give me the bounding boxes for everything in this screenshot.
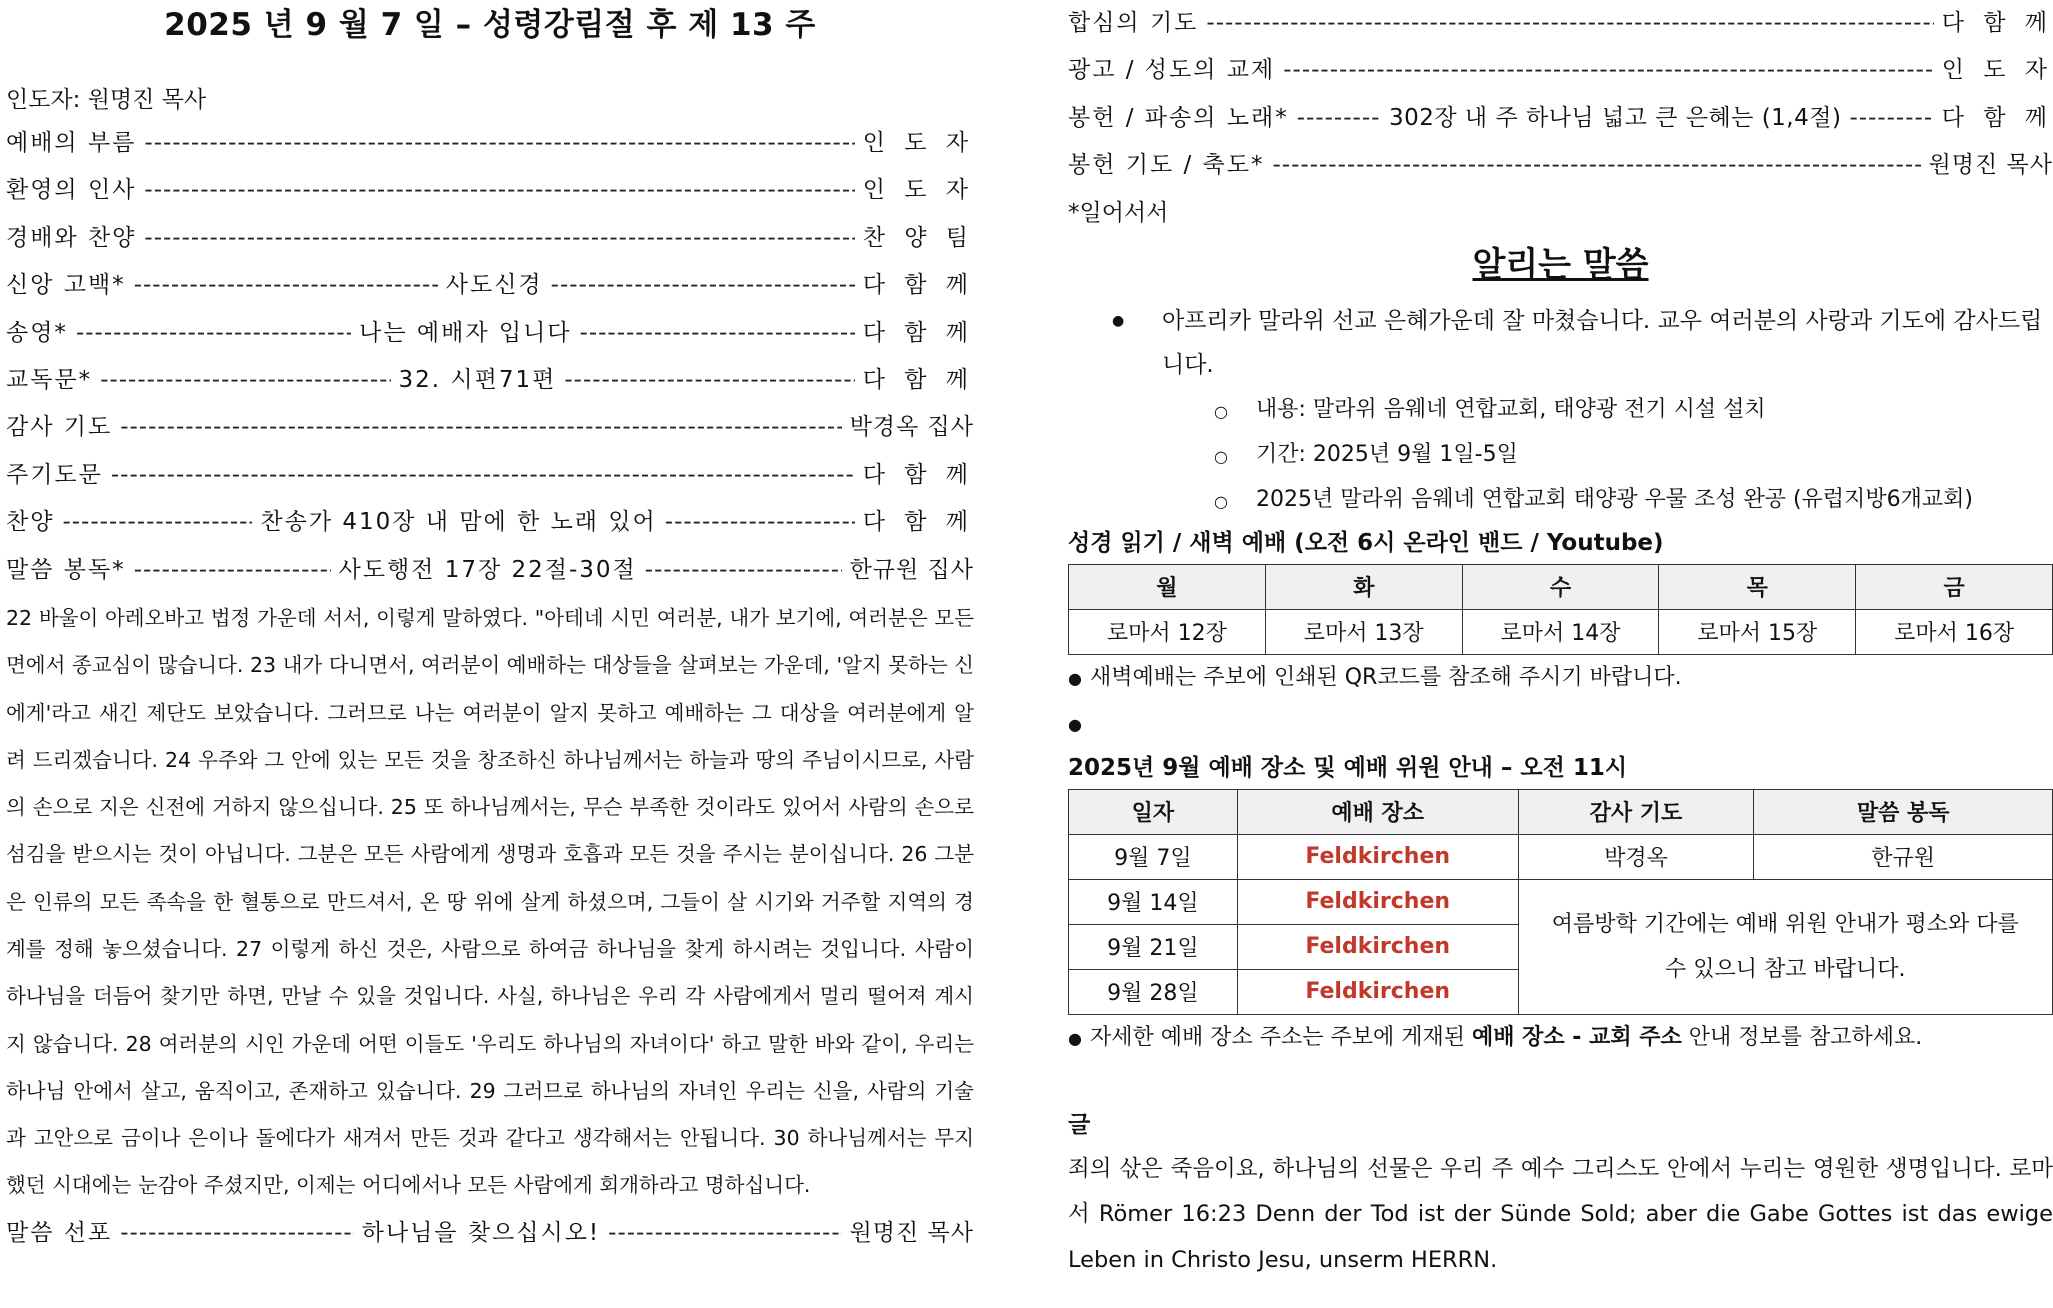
- table-header-cell: 수: [1462, 564, 1659, 609]
- leader-dots: [580, 310, 855, 357]
- schedule-heading: 2025년 9월 예배 장소 및 예배 위원 안내 – 오전 11시: [1068, 754, 1628, 781]
- order-row-sermon: [6, 1210, 974, 1257]
- schedule-date: 9월 14일: [1069, 879, 1238, 924]
- announcement-detail: ○ 내용: 말라위 음웨네 연합교회, 태양광 전기 시설 설치: [1068, 387, 2053, 432]
- schedule-place: Feldkirchen: [1237, 834, 1518, 879]
- announcement-details: [1068, 387, 2053, 522]
- order-person: 원명진 목사: [849, 1219, 974, 1246]
- table-cell: 로마서 12장: [1069, 609, 1266, 654]
- left-column: [6, 0, 974, 1257]
- schedule-date: 9월 21일: [1069, 924, 1238, 969]
- order-of-service: [6, 120, 974, 594]
- order-label: 경배와 찬양: [6, 224, 137, 251]
- schedule-reader: 한규원: [1754, 834, 2053, 879]
- order-person: 다 함 께: [1941, 10, 2053, 36]
- order-item: 사도행전 17장 22절-30절: [338, 556, 637, 583]
- address-note-post: 안내 정보를 참고하세요.: [1681, 1024, 1923, 1050]
- schedule-date: 9월 7일: [1069, 834, 1238, 879]
- sermon-title: 하나님을 찾으십시오!: [361, 1219, 601, 1246]
- leader-dots: [665, 499, 855, 546]
- bullet-icon: ●: [1068, 1028, 1082, 1048]
- order-person: 인 도 자: [862, 177, 974, 204]
- leader-dots: [134, 262, 438, 309]
- announcements-title: 알리는 말씀: [1472, 244, 1649, 285]
- leader-dots: [1283, 47, 1934, 94]
- order-row-welcome: [6, 167, 974, 214]
- order-row-hymn: [6, 499, 974, 546]
- schedule-place: Feldkirchen: [1237, 969, 1518, 1014]
- table-row: [1069, 609, 2053, 654]
- leader-dots: [551, 262, 855, 309]
- order-item: 302장 내 주 하나님 넓고 큰 은혜는 (1,4절): [1389, 104, 1842, 131]
- announcement-detail: ○ 기간: 2025년 9월 1일-5일: [1068, 432, 2053, 477]
- leader-dots: [144, 120, 854, 167]
- order-label: 교독문*: [6, 366, 93, 393]
- order-row-lords-prayer: [6, 452, 974, 499]
- announcement-main: ● 아프리카 말라위 선교 은혜가운데 잘 마쳤습니다. 교우 여러분의 사랑과 기도에 감사드립니다.: [1068, 299, 2053, 387]
- table-cell: 로마서 15장: [1659, 609, 1856, 654]
- order-label: 찬양: [6, 509, 55, 536]
- worship-leader: 인도자: 원명진 목사: [6, 87, 207, 113]
- order-row-praise: [6, 215, 974, 262]
- order-label: 봉헌 / 파송의 노래*: [1068, 104, 1289, 131]
- leader-dots: [564, 357, 854, 404]
- leader-dots: [144, 167, 854, 214]
- verse-text: 죄의 삯은 죽음이요, 하나님의 선물은 우리 주 예수 그리스도 안에서 누리는 영원한 생명입니다. 로마서 Römer 16:23 Denn der Tod ist der Sünde Sold; aber die Gabe Gottes ist das ewige Leben in Christo Jesu, unserm HERRN.: [1068, 1155, 2053, 1273]
- table-header-cell: 예배 장소: [1237, 789, 1518, 834]
- schedule-place: Feldkirchen: [1237, 924, 1518, 969]
- scripture-text: 22 바울이 아레오바고 법정 가운데 서서, 이렇게 말하였다. "아테네 시민 여러분, 내가 보기에, 여러분은 모든 면에서 종교심이 많습니다. 23 내가 다니면서, 여러분이 예배하는 대상들을 살펴보는 가운데, '알지 못하는 신에게'라고 새긴 제단도 보았습니다. 그러므로 나는 여러분이 알지 못하고 예배하는 그 대상을 여러분에게 알려 드리겠습니다. 24 우주와 그 안에 있는 모든 것을 창조하신 하나님께서는 하늘과 땅의 주님이시므로, 사람의 손으로 지은 신전에 거하지 않으십니다. 25 또 하나님께서는, 무슨 부족한 것이라도 있어서 사람의 손으로 섬김을 받으시는 것이 아닙니다. 그분은 모든 사람에게 생명과 호흡과 모든 것을 주시는 분이십니다. 26 그분은 인류의 모든 족속을 한 혈통으로 만드셔서, 온 땅 위에 살게 하셨으며, 그들이 살 시기와 거주할 지역의 경계를 정해 놓으셨습니다. 27 이렇게 하신 것은, 사람으로 하여금 하나님을 찾게 하시려는 것입니다. 사람이 하나님을 더듬어 찾기만 하면, 만날 수 있을 것입니다. 사실, 하나님은 우리 각 사람에게서 멀리 떨어져 계시지 않습니다. 28 여러분의 시인 가운데 어떤 이들도 '우리도 하나님의 자녀이다' 하고 말한 바와 같이, 우리는 하나님 안에서 살고, 움직이고, 존재하고 있습니다. 29 그러므로 하나님의 자녀인 우리는 신을, 사람의 기술과 고안으로 금이나 은이나 돌에다가 새겨서 만든 것과 같다고 생각해서는 안됩니다. 30 하나님께서는 무지했던 시대에는 눈감아 주셨지만, 이제는 어디에서나 모든 사람에게 회개하라고 명하십니다.: [6, 605, 974, 1198]
- bulletin-title: 2025 년 9 월 7 일 – 성령강림절 후 제 13 주: [164, 7, 816, 43]
- order-person: 다 함 께: [862, 319, 974, 346]
- reading-heading: 성경 읽기 / 새벽 예배 (오전 6시 온라인 밴드 / Youtube): [1068, 529, 1664, 556]
- table-header-row: [1069, 789, 2053, 834]
- order-label: 말씀 선포: [6, 1219, 113, 1246]
- table-header-cell: 금: [1856, 564, 2053, 609]
- leader-dots: [111, 452, 855, 499]
- order-row-reading: [6, 547, 974, 594]
- reading-note-text: 새벽예배는 주보에 인쇄된 QR코드를 참조해 주시기 바랍니다.: [1089, 664, 1682, 690]
- order-row-unison-prayer: [1068, 0, 2053, 47]
- table-header-cell: 목: [1659, 564, 1856, 609]
- leader-dots: [62, 499, 252, 546]
- leader-dots: [645, 547, 842, 594]
- order-label: 환영의 인사: [6, 177, 137, 204]
- order-person: 박경옥 집사: [849, 414, 974, 441]
- order-item: 나는 예배자 입니다: [359, 319, 572, 346]
- leader-dots: [1206, 0, 1933, 47]
- order-person: 다 함 께: [862, 509, 975, 536]
- leader-dots: [608, 1210, 841, 1257]
- schedule-merged-note: 여름방학 기간에는 예배 위원 안내가 평소와 다를 수 있으니 참고 바랍니다.: [1518, 879, 2052, 1014]
- stand-note: *일어서서: [1068, 199, 1169, 226]
- order-person: 다 함 께: [862, 461, 974, 488]
- right-column: [1068, 0, 2053, 1283]
- address-note-pre: 자세한 예배 장소 주소는 주보에 게재된: [1089, 1024, 1472, 1050]
- reading-note: [1068, 655, 2053, 701]
- leader-dots: [144, 215, 854, 262]
- order-item: 찬송가 410장 내 맘에 한 노래 있어: [260, 509, 657, 536]
- bullet-icon: ●: [1068, 714, 1082, 734]
- table-row: [1069, 879, 2053, 924]
- verse-heading: 글: [1068, 1111, 1091, 1138]
- leader-dots: [1297, 95, 1381, 142]
- order-person: 다 함 께: [1941, 104, 2053, 131]
- table-header-cell: 화: [1265, 564, 1462, 609]
- leader-dots: [1849, 95, 1933, 142]
- order-label: 봉헌 기도 / 축도*: [1068, 152, 1265, 179]
- schedule-place: Feldkirchen: [1237, 879, 1518, 924]
- schedule-prayer: 박경옥: [1518, 834, 1754, 879]
- order-row-benediction: [1068, 142, 2053, 189]
- order-row-offering-song: [1068, 95, 2053, 142]
- address-note: [1068, 1015, 2053, 1061]
- leader-dots: [76, 310, 351, 357]
- order-row-creed: [6, 262, 974, 309]
- order-row-announcements: [1068, 47, 2053, 94]
- order-person: 다 함 께: [862, 272, 974, 299]
- leader-dots: [1273, 142, 1921, 189]
- table-cell: 로마서 16장: [1856, 609, 2053, 654]
- table-header-row: [1069, 564, 2053, 609]
- order-row-responsive: [6, 357, 974, 404]
- order-row-thanks-prayer: [6, 404, 974, 451]
- table-cell: 로마서 13장: [1265, 609, 1462, 654]
- leader-dots: [120, 404, 841, 451]
- table-header-cell: 일자: [1069, 789, 1238, 834]
- order-person: 찬 양 팀: [862, 224, 974, 251]
- order-row-doxology: [6, 310, 974, 357]
- order-label: 신앙 고백*: [6, 272, 126, 299]
- table-cell: 로마서 14장: [1462, 609, 1659, 654]
- order-label: 광고 / 성도의 교제: [1068, 57, 1276, 84]
- announcement-detail: ○ 2025년 말라위 음웨네 연합교회 태양광 우물 조성 완공 (유럽지방6개교회): [1068, 477, 2053, 522]
- order-label: 송영*: [6, 319, 68, 346]
- table-header-cell: 월: [1069, 564, 1266, 609]
- table-header-cell: 감사 기도: [1518, 789, 1754, 834]
- order-label: 예배의 부름: [6, 130, 137, 156]
- leader-dots: [134, 547, 331, 594]
- reading-table: [1068, 564, 2053, 655]
- order-person: 원명진 목사: [1928, 152, 2053, 179]
- order-person: 인 도 자: [862, 130, 974, 156]
- schedule-date: 9월 28일: [1069, 969, 1238, 1014]
- order-item: 32. 시편71편: [398, 366, 557, 393]
- leader-dots: [100, 357, 390, 404]
- schedule-table: [1068, 789, 2053, 1015]
- order-person: 한규원 집사: [849, 556, 974, 583]
- order-person: 인 도 자: [1941, 57, 2053, 84]
- order-label: 주기도문: [6, 461, 103, 488]
- table-header-cell: 말씀 봉독: [1754, 789, 2053, 834]
- order-label: 말씀 봉독*: [6, 556, 126, 583]
- bullet-icon: ●: [1068, 668, 1082, 688]
- empty-bullet: [1068, 701, 2053, 747]
- leader-dots: [120, 1210, 353, 1257]
- order-label: 합심의 기도: [1068, 10, 1199, 36]
- order-row-call: [6, 120, 974, 167]
- order-item: 사도신경: [445, 272, 543, 299]
- table-row: [1069, 834, 2053, 879]
- address-note-bold: 예배 장소 - 교회 주소: [1471, 1024, 1682, 1050]
- order-person: 다 함 께: [862, 366, 974, 393]
- order-label: 감사 기도: [6, 414, 113, 441]
